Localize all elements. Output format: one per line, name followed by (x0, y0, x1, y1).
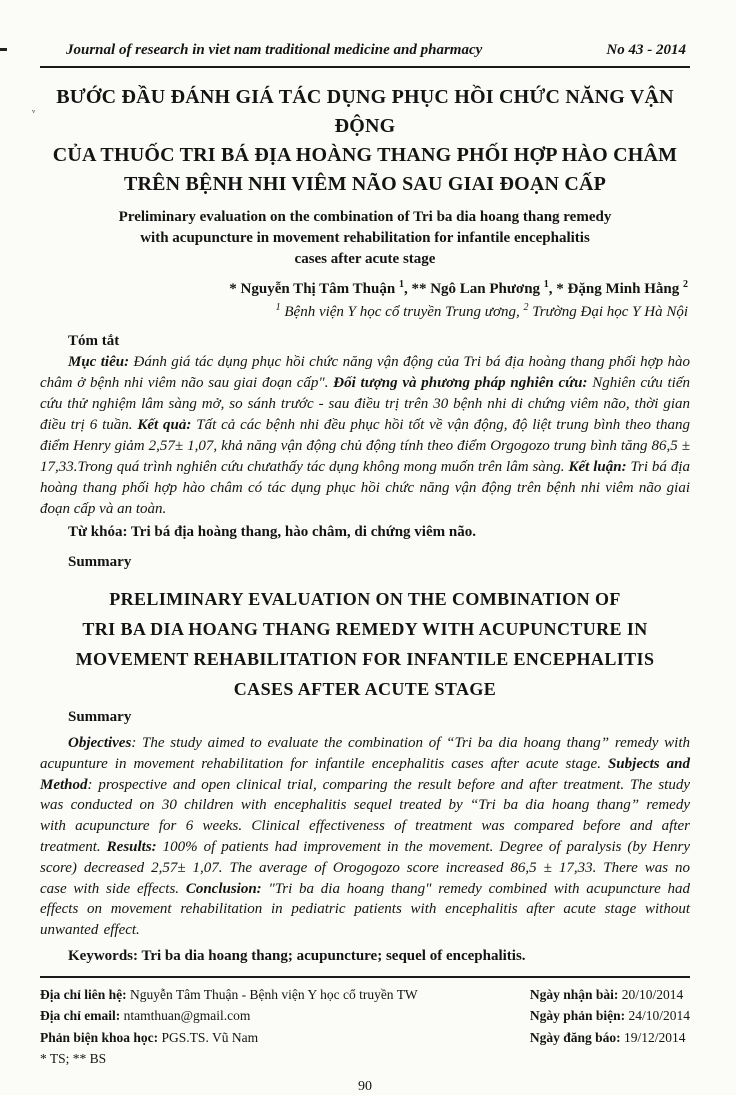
article-title-vi-line2: CỦA THUỐC TRI BÁ ĐỊA HOÀNG THANG PHỐI HỢP HÀO CHÂM (52, 144, 678, 166)
article-title-en-sub-line1: Preliminary evaluation on the combination of Tri ba dia hoang thang remedy (118, 209, 612, 225)
article-title-vi-line3: TRÊN BỆNH NHI VIÊM NÃO SAU GIAI ĐOẠN CẤP (123, 173, 607, 195)
abstract-en-paragraph: Objectives: The study aimed to evaluate the combination of “Tri ba dia hoang thang” remedy with acupunture in movement rehabilitation for infantile encephalitis cases after acute stage. Subjects and Method: prospective and open clinical trial, comparing the result before and after treatment. The study was conducted on 30 children with encephalitis sequel treated by “Tri ba dia hoang thang” remedy with acupuncture for 6 weeks. Clinical effectiveness of treatment was compared before and after treatment. Results: 100% of patients had improvement in the movement. Degree of paralysis (by Henry score) decreased 2,57± 1,07. The average of Orogogozo score increased 86,5 ± 17,33. There was no case with side effects. Conclusion: "Tri ba dia hoang thang" remedy combined with acupuncture had effects on movement rehabilitation in pediatric patients with encephalitis after acute stage without unwanted effect. (40, 735, 691, 939)
article-title-en-caps-line4: CASES AFTER ACUTE STAGE (233, 679, 497, 699)
affiliation-line: $^1$ Bệnh viện Y học cổ truyền Trung ương, $^2$ Trường Đại học Y Hà Nội (275, 302, 688, 320)
article-title-vi-line1: BƯỚC ĐẦU ĐÁNH GIÁ TÁC DỤNG PHỤC HỒI CHỨC NĂNG VẬN ĐỘNG (56, 86, 674, 137)
degree-note: * TS; ** BS (40, 1051, 107, 1067)
header-rule (40, 66, 690, 68)
article-title-en-caps-line2: TRI BA DIA HOANG THANG REMEDY WITH ACUPUNCTURE IN (82, 619, 648, 639)
date-reviewed: Ngày phản biện: 24/10/2014 (529, 1008, 690, 1024)
article-title-en-sub-line2: with acupuncture in movement rehabilitation for infantile encephalitis (140, 230, 590, 246)
scan-artifact-mark: ᵥ (32, 103, 36, 115)
summary-label-2: Summary (68, 709, 132, 725)
abstract-vi-paragraph: Mục tiêu: Đánh giá tác dụng phục hồi chức năng vận động của Tri bá địa hoàng thang phối hợp hào châm ở bệnh nhi viêm não sau giai đoạn cấp". Đối tượng và phương pháp nghiên cứu: Nghiên cứu tiến cứu thử nghiệm lâm sàng mở, so sánh trước - sau điều trị trên 30 bệnh nhi di chứng viêm não, thời gian điều trị 6 tuần. Kết quả: Tất cả các bệnh nhi đều phục hồi tốt về vận động, độ liệt trung bình theo thang điểm Henry giảm 2,57± 1,07, khả năng vận động chủ động tính theo điểm Orgogozo trung bình tăng 86,5 ± 17,33.Trong quá trình nghiên cứu chưathấy tác dụng không mong muốn trên lâm sàng. Kết luận: Tri bá địa hoàng thang phối hợp hào châm có tác dụng phục hồi chức năng vận động trên bệnh nhi viêm não giai đoạn cấp và an toàn. (40, 354, 691, 517)
article-title-en-sub (40, 207, 690, 270)
footer-rule (40, 976, 690, 978)
article-title-en-caps (40, 584, 690, 704)
contact-column (40, 984, 418, 1070)
issue-number: No 43 - 2014 (606, 42, 686, 58)
journal-name: Journal of research in viet nam traditional medicine and pharmacy (66, 42, 483, 58)
date-received: Ngày nhận bài: 20/10/2014 (529, 986, 684, 1002)
scan-edge-artifact (0, 48, 7, 51)
reviewer-line: Phản biện khoa học: PGS.TS. Vũ Nam (40, 1029, 259, 1045)
abstract-vi-heading: Tóm tắt (68, 333, 120, 349)
keywords-vi: Từ khóa: Tri bá địa hoàng thang, hào châm, di chứng viêm não. (68, 524, 476, 540)
article-title-en-caps-line3: MOVEMENT REHABILITATION FOR INFANTILE ENCEPHALITIS (75, 649, 655, 669)
authors-line: * Nguyễn Thị Tâm Thuận $^1$, ** Ngô Lan Phương $^1$, * Đặng Minh Hằng $^2$ (229, 279, 688, 297)
footnote-block (40, 984, 690, 1070)
date-published: Ngày đăng báo: 19/12/2014 (529, 1029, 686, 1045)
article-title-vi (32, 83, 690, 199)
summary-label-1: Summary (68, 554, 132, 570)
article-title-en-caps-line1: PRELIMINARY EVALUATION ON THE COMBINATION OF (109, 589, 621, 609)
page-number: 90 (358, 1078, 372, 1094)
keywords-en: Keywords: Tri ba dia hoang thang; acupuncture; sequel of encephalitis. (68, 947, 526, 964)
article-title-en-sub-line3: cases after acute stage (294, 251, 436, 267)
dates-column (530, 984, 690, 1070)
contact-email: Địa chỉ email: ntamthuan@gmail.com (40, 1008, 251, 1024)
journal-header (40, 42, 690, 59)
contact-address: Địa chỉ liên hệ: Nguyễn Tâm Thuận - Bệnh viện Y học cổ truyền TW (40, 986, 418, 1002)
